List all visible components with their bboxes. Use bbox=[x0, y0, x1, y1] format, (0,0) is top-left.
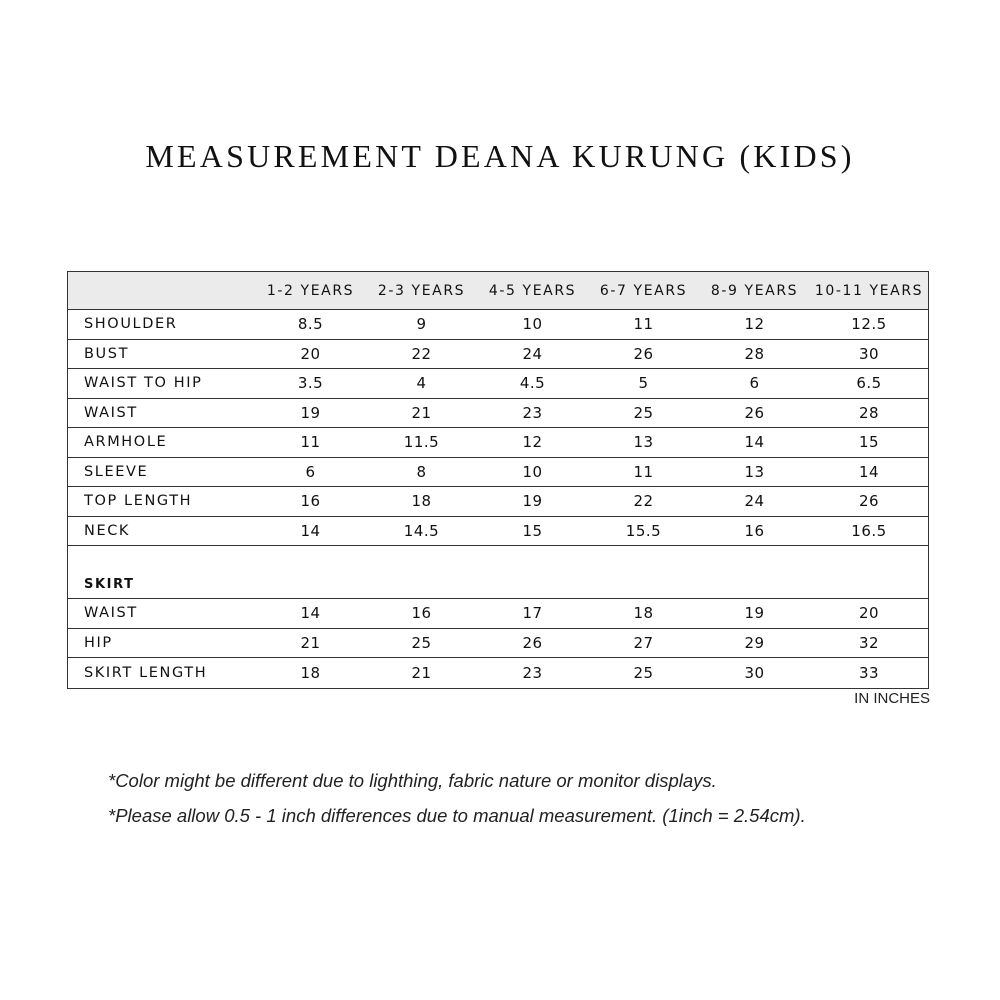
column-header: 2-3 YEARS bbox=[377, 282, 466, 299]
table-row bbox=[68, 629, 928, 659]
table-cell: 22 bbox=[633, 492, 654, 511]
spacer-row bbox=[68, 546, 928, 571]
table-cell: 26 bbox=[858, 492, 880, 511]
table-row bbox=[68, 599, 928, 629]
table-cell: 26 bbox=[744, 403, 765, 422]
row-label: TOP LENGTH bbox=[84, 493, 193, 510]
top-measurements bbox=[68, 310, 928, 546]
table-row bbox=[68, 369, 928, 399]
table-cell: 4 bbox=[416, 374, 427, 393]
table-cell: 3.5 bbox=[297, 374, 324, 393]
table-cell: 16 bbox=[411, 604, 432, 623]
table-cell: 6 bbox=[749, 374, 760, 393]
table-cell: 16.5 bbox=[851, 521, 887, 540]
table-row bbox=[68, 340, 928, 370]
table-cell: 17 bbox=[522, 604, 543, 623]
row-label: WAIST bbox=[84, 404, 138, 421]
row-label: SHOULDER bbox=[84, 316, 178, 333]
page-title: MEASUREMENT DEANA KURUNG (KIDS) bbox=[145, 138, 855, 174]
table-cell: 29 bbox=[744, 633, 765, 652]
table-cell: 14 bbox=[744, 433, 765, 452]
table-cell: 16 bbox=[744, 521, 765, 540]
table-row bbox=[68, 310, 928, 340]
column-header: 4-5 YEARS bbox=[488, 282, 577, 299]
table-cell: 11 bbox=[633, 462, 654, 481]
table-cell: 11 bbox=[633, 315, 654, 334]
table-cell: 30 bbox=[744, 663, 765, 682]
skirt-section-row bbox=[68, 571, 928, 599]
table-cell: 28 bbox=[858, 403, 880, 422]
column-header: 10-11 YEARS bbox=[814, 282, 924, 299]
table-cell: 32 bbox=[858, 633, 880, 652]
table-cell: 15 bbox=[858, 433, 880, 452]
table-cell: 33 bbox=[858, 663, 880, 682]
table-cell: 30 bbox=[858, 344, 880, 363]
row-label: SLEEVE bbox=[84, 463, 149, 480]
table-cell: 15 bbox=[522, 521, 543, 540]
table-cell: 14.5 bbox=[403, 521, 440, 540]
table-cell: 11 bbox=[300, 433, 321, 452]
row-label: WAIST TO HIP bbox=[84, 375, 203, 392]
table-cell: 12.5 bbox=[851, 315, 887, 334]
table-cell: 24 bbox=[744, 492, 765, 511]
table-header-row bbox=[68, 272, 928, 310]
table-cell: 11.5 bbox=[403, 433, 440, 452]
column-header: 8-9 YEARS bbox=[710, 282, 799, 299]
row-label: HIP bbox=[84, 634, 113, 651]
table-cell: 24 bbox=[522, 344, 543, 363]
unit-note: IN INCHES bbox=[854, 690, 930, 707]
table-cell: 12 bbox=[744, 315, 765, 334]
notes bbox=[108, 770, 806, 840]
table-cell: 6.5 bbox=[856, 374, 882, 393]
table-cell: 22 bbox=[411, 344, 432, 363]
table-cell: 10 bbox=[522, 462, 543, 481]
table-row bbox=[68, 517, 928, 547]
table-cell: 13 bbox=[744, 462, 765, 481]
table-row bbox=[68, 399, 928, 429]
table-cell: 20 bbox=[300, 344, 321, 363]
table-cell: 20 bbox=[858, 604, 880, 623]
table-cell: 18 bbox=[411, 492, 432, 511]
table-cell: 23 bbox=[522, 403, 543, 422]
table-cell: 13 bbox=[633, 433, 654, 452]
table-cell: 10 bbox=[522, 315, 543, 334]
table-cell: 21 bbox=[300, 633, 321, 652]
table-cell: 18 bbox=[633, 604, 654, 623]
row-label: SKIRT LENGTH bbox=[84, 664, 208, 681]
table-cell: 21 bbox=[411, 663, 432, 682]
table-cell: 21 bbox=[411, 403, 432, 422]
table-cell: 26 bbox=[522, 633, 543, 652]
column-header: 1-2 YEARS bbox=[266, 282, 355, 299]
table-cell: 28 bbox=[744, 344, 765, 363]
table-row bbox=[68, 458, 928, 488]
row-label: BUST bbox=[84, 345, 130, 362]
table-cell: 19 bbox=[300, 403, 321, 422]
table-cell: 19 bbox=[522, 492, 543, 511]
table-cell: 4.5 bbox=[519, 374, 546, 393]
table-row bbox=[68, 428, 928, 458]
table-row bbox=[68, 487, 928, 517]
table-cell: 9 bbox=[416, 315, 427, 334]
table-cell: 14 bbox=[300, 521, 321, 540]
column-header: 6-7 YEARS bbox=[599, 282, 688, 299]
table-cell: 18 bbox=[300, 663, 321, 682]
table-cell: 27 bbox=[633, 633, 654, 652]
table-cell: 14 bbox=[858, 462, 880, 481]
row-label: ARMHOLE bbox=[84, 434, 168, 451]
table-cell: 8 bbox=[416, 462, 427, 481]
table-cell: 23 bbox=[522, 663, 543, 682]
table-cell: 8.5 bbox=[297, 315, 324, 334]
table-cell: 25 bbox=[633, 403, 654, 422]
size-chart-table bbox=[67, 271, 929, 689]
table-cell: 14 bbox=[300, 604, 321, 623]
table-cell: 25 bbox=[411, 633, 432, 652]
note-measurement: *Please allow 0.5 - 1 inch differences due to manual measurement. (1inch = 2.54cm). bbox=[108, 805, 806, 826]
section-label: SKIRT bbox=[84, 577, 135, 592]
row-label: WAIST bbox=[84, 605, 138, 622]
table-cell: 19 bbox=[744, 604, 765, 623]
table-cell: 25 bbox=[633, 663, 654, 682]
table-cell: 12 bbox=[522, 433, 543, 452]
skirt-measurements bbox=[68, 599, 928, 688]
table-row bbox=[68, 658, 928, 688]
table-cell: 26 bbox=[633, 344, 654, 363]
table-cell: 16 bbox=[300, 492, 321, 511]
table-cell: 5 bbox=[638, 374, 649, 393]
table-cell: 15.5 bbox=[625, 521, 662, 540]
row-label: NECK bbox=[84, 522, 131, 539]
table-cell: 6 bbox=[305, 462, 316, 481]
note-color: *Color might be different due to lighthing, fabric nature or monitor displays. bbox=[108, 770, 717, 791]
